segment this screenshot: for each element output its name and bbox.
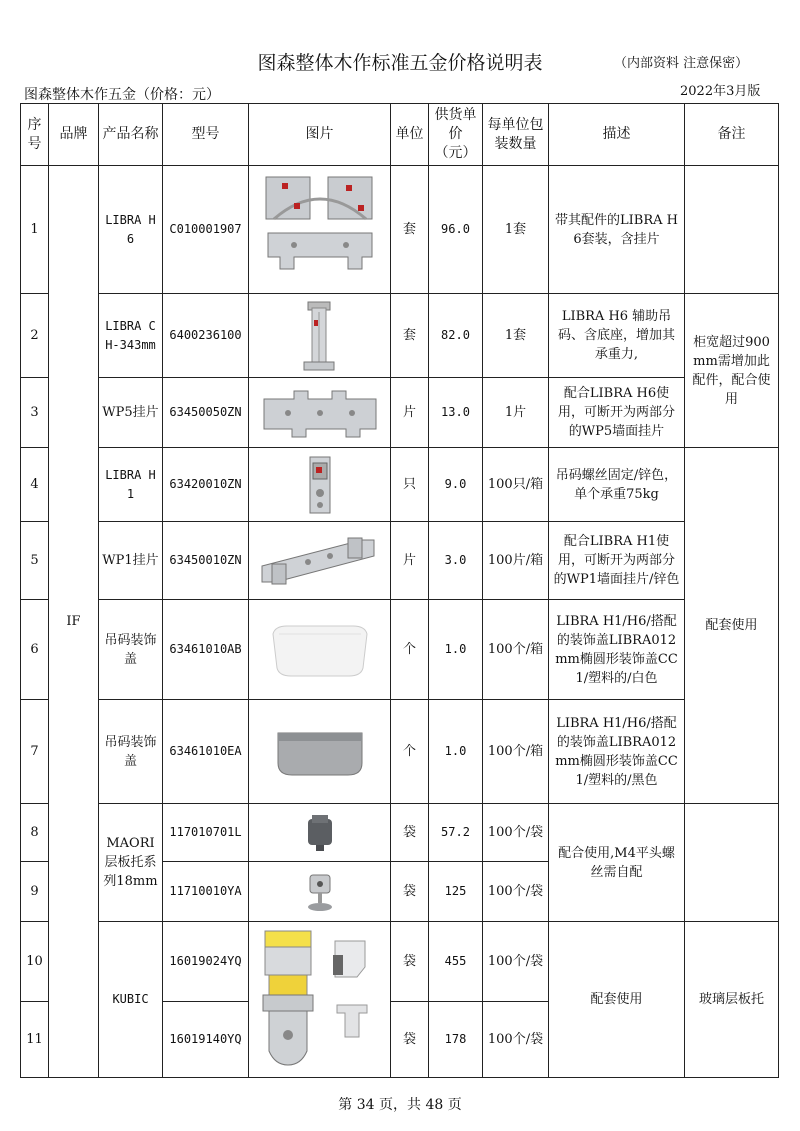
unit-cell: 套 bbox=[391, 166, 429, 294]
col-desc: 描述 bbox=[549, 104, 685, 166]
pack-cell: 100只/箱 bbox=[483, 448, 549, 522]
pack-cell: 100片/箱 bbox=[483, 522, 549, 600]
desc-cell: 吊码螺丝固定/锌色，单个承重75kg bbox=[549, 448, 685, 522]
product-cell: LIBRA CH-343mm bbox=[99, 294, 163, 378]
price-cell: 178 bbox=[429, 1002, 483, 1078]
seq-cell: 2 bbox=[21, 294, 49, 378]
seq-cell: 6 bbox=[21, 600, 49, 700]
pack-cell: 100个/袋 bbox=[483, 804, 549, 862]
table-row bbox=[21, 166, 779, 294]
shelf-pin-icon bbox=[249, 862, 391, 922]
pack-cell: 100个/箱 bbox=[483, 700, 549, 804]
price-cell: 3.0 bbox=[429, 522, 483, 600]
model-cell: 16019024YQ bbox=[163, 922, 249, 1002]
product-cell: WP5挂片 bbox=[99, 378, 163, 448]
seq-cell: 9 bbox=[21, 862, 49, 922]
table-row bbox=[21, 700, 779, 804]
remark-cell bbox=[685, 166, 779, 294]
model-cell: 63461010EA bbox=[163, 700, 249, 804]
col-remark: 备注 bbox=[685, 104, 779, 166]
unit-cell: 片 bbox=[391, 378, 429, 448]
white-cover-icon bbox=[249, 600, 391, 700]
product-cell: 吊码装饰盖 bbox=[99, 600, 163, 700]
pack-cell: 100个/袋 bbox=[483, 1002, 549, 1078]
price-cell: 455 bbox=[429, 922, 483, 1002]
price-cell: 82.0 bbox=[429, 294, 483, 378]
seq-cell: 3 bbox=[21, 378, 49, 448]
grey-cover-icon bbox=[249, 700, 391, 804]
unit-cell: 袋 bbox=[391, 862, 429, 922]
table-row bbox=[21, 522, 779, 600]
unit-cell: 个 bbox=[391, 600, 429, 700]
col-model: 型号 bbox=[163, 104, 249, 166]
price-cell: 13.0 bbox=[429, 378, 483, 448]
pack-cell: 100个/箱 bbox=[483, 600, 549, 700]
shelf-support-icon bbox=[249, 804, 391, 862]
pack-cell: 1片 bbox=[483, 378, 549, 448]
table-row bbox=[21, 922, 779, 1002]
unit-cell: 个 bbox=[391, 700, 429, 804]
remark-cell bbox=[685, 804, 779, 922]
price-cell: 1.0 bbox=[429, 700, 483, 804]
product-cell: MAORI层板托系列18mm bbox=[99, 804, 163, 922]
col-pack: 每单位包装数量 bbox=[483, 104, 549, 166]
remark-cell: 柜宽超过900mm需增加此配件，配合使用 bbox=[685, 294, 779, 448]
libra-h6-set-icon bbox=[249, 166, 391, 294]
desc-cell: 配合LIBRA H6使用，可断开为两部分的WP5墙面挂片 bbox=[549, 378, 685, 448]
wp5-plate-icon bbox=[249, 378, 391, 448]
seq-cell: 10 bbox=[21, 922, 49, 1002]
confidential-note: （内部资料 注意保密） bbox=[614, 56, 749, 71]
product-cell: LIBRA H6 bbox=[99, 166, 163, 294]
model-cell: 63450010ZN bbox=[163, 522, 249, 600]
price-cell: 96.0 bbox=[429, 166, 483, 294]
unit-cell: 袋 bbox=[391, 804, 429, 862]
remark-cell: 玻璃层板托 bbox=[685, 922, 779, 1078]
table-subtitle: 图森整体木作五金（价格：元） bbox=[24, 87, 220, 103]
kubic-glass-clamp-icon bbox=[249, 922, 391, 1078]
unit-cell: 片 bbox=[391, 522, 429, 600]
desc-cell: 带其配件的LIBRA H6套装，含挂片 bbox=[549, 166, 685, 294]
unit-cell: 套 bbox=[391, 294, 429, 378]
price-cell: 125 bbox=[429, 862, 483, 922]
page-footer: 第 34 页，共 48 页 bbox=[338, 1097, 462, 1113]
pack-cell: 100个/袋 bbox=[483, 922, 549, 1002]
model-cell: 63461010AB bbox=[163, 600, 249, 700]
table-row bbox=[21, 378, 779, 448]
model-cell: 117010701L bbox=[163, 804, 249, 862]
price-cell: 57.2 bbox=[429, 804, 483, 862]
model-cell: 63420010ZN bbox=[163, 448, 249, 522]
col-price: 供货单价（元） bbox=[429, 104, 483, 166]
wp1-plate-icon bbox=[249, 522, 391, 600]
model-cell: 63450050ZN bbox=[163, 378, 249, 448]
header-row bbox=[21, 104, 779, 166]
desc-cell: LIBRA H6 辅助吊码、含底座，增加其承重力, bbox=[549, 294, 685, 378]
col-seq: 序号 bbox=[21, 104, 49, 166]
seq-cell: 5 bbox=[21, 522, 49, 600]
table-row bbox=[21, 294, 779, 378]
seq-cell: 7 bbox=[21, 700, 49, 804]
model-cell: 6400236100 bbox=[163, 294, 249, 378]
page-title: 图森整体木作标准五金价格说明表 bbox=[257, 52, 543, 74]
desc-cell: 配合使用,M4平头螺丝需自配 bbox=[549, 804, 685, 922]
pack-cell: 1套 bbox=[483, 166, 549, 294]
product-cell: WP1挂片 bbox=[99, 522, 163, 600]
price-cell: 9.0 bbox=[429, 448, 483, 522]
version-date: 2022年3月版 bbox=[680, 84, 761, 99]
seq-cell: 8 bbox=[21, 804, 49, 862]
unit-cell: 袋 bbox=[391, 922, 429, 1002]
model-cell: 16019140YQ bbox=[163, 1002, 249, 1078]
desc-cell: 配合LIBRA H1使用，可断开为两部分的WP1墙面挂片/锌色 bbox=[549, 522, 685, 600]
product-cell: 吊码装饰盖 bbox=[99, 700, 163, 804]
col-unit: 单位 bbox=[391, 104, 429, 166]
product-cell: LIBRA H1 bbox=[99, 448, 163, 522]
pack-cell: 1套 bbox=[483, 294, 549, 378]
model-cell: 11710010YA bbox=[163, 862, 249, 922]
model-cell: C010001907 bbox=[163, 166, 249, 294]
seq-cell: 11 bbox=[21, 1002, 49, 1078]
libra-h1-icon bbox=[249, 448, 391, 522]
seq-cell: 4 bbox=[21, 448, 49, 522]
unit-cell: 只 bbox=[391, 448, 429, 522]
col-brand: 品牌 bbox=[49, 104, 99, 166]
desc-cell: LIBRA H1/H6/搭配的装饰盖LIBRA012mm椭圆形装饰盖CC1/塑料的/黑色 bbox=[549, 700, 685, 804]
price-cell: 1.0 bbox=[429, 600, 483, 700]
table-row bbox=[21, 448, 779, 522]
product-cell: KUBIC bbox=[99, 922, 163, 1078]
remark-cell: 配套使用 bbox=[685, 448, 779, 804]
table-row bbox=[21, 600, 779, 700]
desc-cell: LIBRA H1/H6/搭配的装饰盖LIBRA012mm椭圆形装饰盖CC1/塑料的/白色 bbox=[549, 600, 685, 700]
pack-cell: 100个/袋 bbox=[483, 862, 549, 922]
libra-ch-rail-icon bbox=[249, 294, 391, 378]
seq-cell: 1 bbox=[21, 166, 49, 294]
table-row bbox=[21, 804, 779, 862]
price-table bbox=[20, 103, 779, 1078]
col-product: 产品名称 bbox=[99, 104, 163, 166]
col-image: 图片 bbox=[249, 104, 391, 166]
desc-cell: 配套使用 bbox=[549, 922, 685, 1078]
unit-cell: 袋 bbox=[391, 1002, 429, 1078]
brand-cell: IF bbox=[49, 166, 99, 1078]
